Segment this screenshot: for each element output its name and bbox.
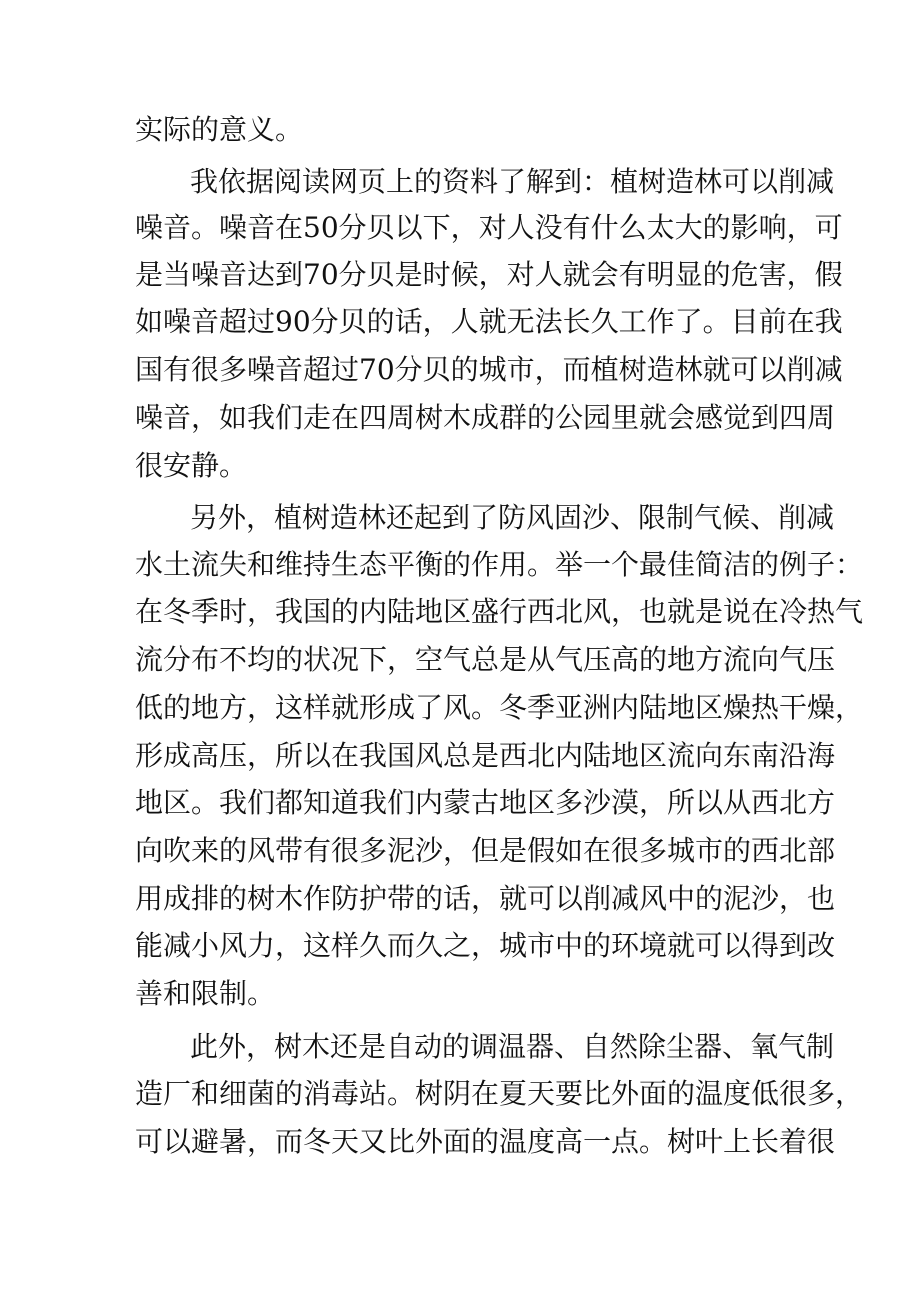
text-line: 水土流失和维持生态平衡的作用。举一个最佳简洁的例子： [135,548,864,581]
text-line: 是当噪音达到70分贝是时候，对人就会有明显的危害，假 [135,258,843,291]
paragraph-first-line: 此外，树木还是自动的调温器、自然除尘器、氧气制 [190,1030,835,1063]
text-line: 可以避暑，而冬天又比外面的温度高一点。树叶上长着很 [135,1125,836,1158]
paragraph-first-line: 我依据阅读网页上的资料了解到：植树造林可以削减 [190,165,835,198]
text-line: 能减小风力，这样久而久之，城市中的环境就可以得到改 [135,929,836,962]
text-line: 造厂和细菌的消毒站。树阴在夏天要比外面的温度低很多， [135,1077,864,1110]
text-line: 噪音。噪音在50分贝以下，对人没有什么太大的影响，可 [135,211,843,244]
text-line: 在冬季时，我国的内陆地区盛行西北风，也就是说在冷热气 [135,595,864,628]
text-line: 低的地方，这样就形成了风。冬季亚洲内陆地区燥热干燥， [135,691,864,724]
text-line: 很安静。 [135,449,248,482]
text-line: 形成高压，所以在我国风总是西北内陆地区流向东南沿海 [135,739,836,772]
text-line: 用成排的树木作防护带的话，就可以削减风中的泥沙，也 [135,882,836,915]
text-line: 地区。我们都知道我们内蒙古地区多沙漠，所以从西北方 [135,786,836,819]
text-line: 噪音，如我们走在四周树木成群的公园里就会感觉到四周 [135,401,836,434]
text-line: 实际的意义。 [135,113,304,146]
text-line: 流分布不均的状况下，空气总是从气压高的地方流向气压 [135,643,836,676]
text-line: 善和限制。 [135,977,276,1010]
text-line: 向吹来的风带有很多泥沙，但是假如在很多城市的西北部 [135,834,836,867]
text-line: 如噪音超过90分贝的话，人就无法长久工作了。目前在我 [135,305,843,338]
paragraph-first-line: 另外，植树造林还起到了防风固沙、限制气候、削减 [190,501,835,534]
text-line: 国有很多噪音超过70分贝的城市，而植树造林就可以削减 [135,353,843,386]
